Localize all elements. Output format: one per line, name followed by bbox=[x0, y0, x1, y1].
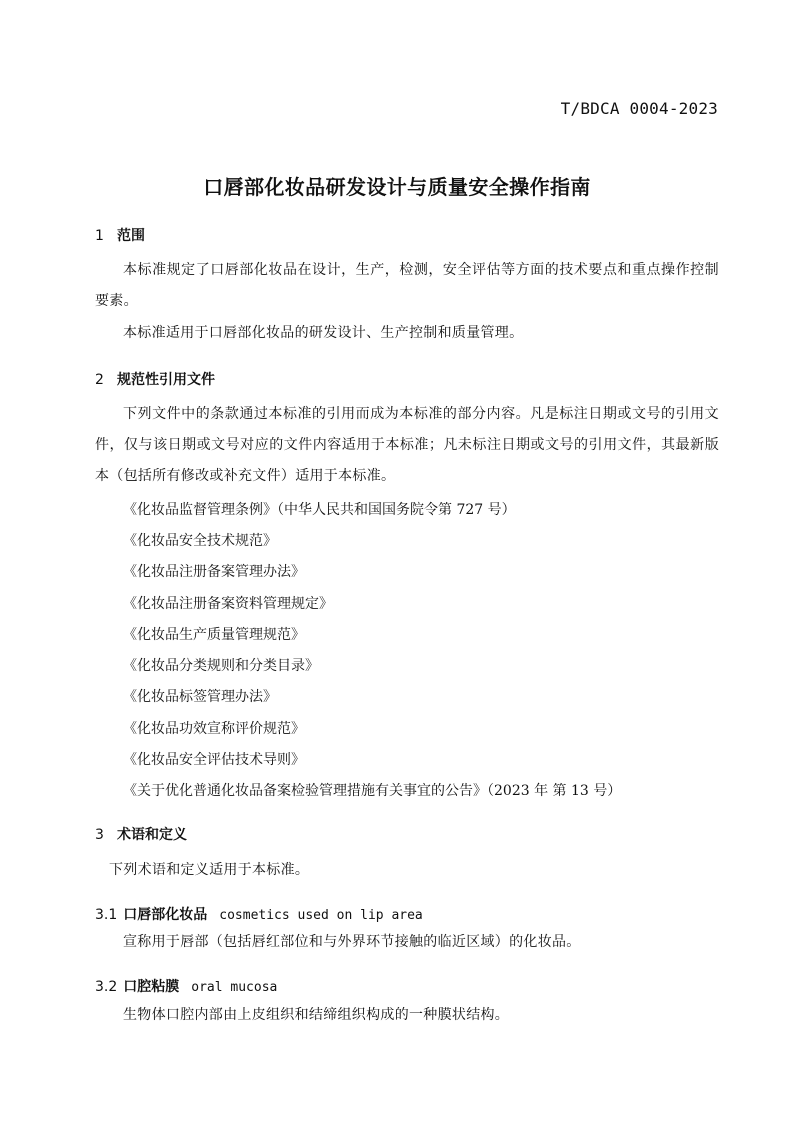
term-3-2-definition: 生物体口腔内部由上皮组织和结缔组织构成的一种膜状结构。 bbox=[123, 1007, 510, 1023]
reference-item: 《化妆品功效宣称评价规范》 bbox=[123, 721, 305, 737]
section-3-intro: 下列术语和定义适用于本标准。 bbox=[109, 862, 310, 878]
section-2-paragraph-1: 下列文件中的条款通过本标准的引用而成为本标准的部分内容。凡是标注日期或文号的引用文件，仅与该日期或文号对应的文件内容适用于本标准；凡未标注日期或文号的引用文件，其最新版本（包括所有修改或补充文件）适用于本标准。 bbox=[95, 406, 719, 484]
term-number: 3.2 bbox=[95, 979, 118, 995]
reference-item: 《化妆品监督管理条例》（中华人民共和国国务院令第 727 号） bbox=[123, 502, 516, 518]
section-number: 2 bbox=[95, 372, 104, 388]
reference-item: 《化妆品安全评估技术导则》 bbox=[123, 752, 305, 768]
term-number: 3.1 bbox=[95, 907, 118, 923]
section-2-heading bbox=[95, 369, 215, 389]
reference-item: 《化妆品标签管理办法》 bbox=[123, 689, 277, 705]
section-title: 术语和定义 bbox=[117, 827, 187, 843]
reference-item: 《化妆品注册备案管理办法》 bbox=[123, 564, 305, 580]
term-3-1-definition: 宣称用于唇部（包括唇红部位和与外界环节接触的临近区域）的化妆品。 bbox=[123, 934, 581, 950]
document-title: 口唇部化妆品研发设计与质量安全操作指南 bbox=[203, 175, 591, 199]
section-1-heading bbox=[95, 225, 145, 245]
reference-item: 《化妆品安全技术规范》 bbox=[123, 533, 277, 549]
term-chinese: 口唇部化妆品 bbox=[123, 907, 208, 923]
section-1-paragraph-1: 本标准规定了口唇部化妆品在设计，生产，检测，安全评估等方面的技术要点和重点操作控制要素。 bbox=[95, 262, 719, 309]
section-title: 范围 bbox=[117, 228, 145, 244]
term-3-1-heading bbox=[95, 904, 423, 924]
reference-item: 《化妆品注册备案资料管理规定》 bbox=[123, 596, 333, 612]
term-english: oral mucosa bbox=[191, 980, 278, 995]
section-title: 规范性引用文件 bbox=[117, 372, 215, 388]
term-chinese: 口腔粘膜 bbox=[123, 979, 180, 995]
section-number: 1 bbox=[95, 228, 104, 244]
term-english: cosmetics used on lip area bbox=[219, 908, 423, 923]
standard-code: T/BDCA 0004-2023 bbox=[560, 99, 718, 118]
section-number: 3 bbox=[95, 827, 104, 843]
reference-item: 《化妆品分类规则和分类目录》 bbox=[123, 658, 319, 674]
term-3-2-heading bbox=[95, 976, 277, 996]
reference-item: 《化妆品生产质量管理规范》 bbox=[123, 627, 305, 643]
reference-item: 《关于优化普通化妆品备案检验管理措施有关事宜的公告》（2023 年 第 13 号） bbox=[123, 783, 622, 799]
section-1-paragraph-2: 本标准适用于口唇部化妆品的研发设计、生产控制和质量管理。 bbox=[123, 325, 524, 341]
section-3-heading bbox=[95, 824, 187, 844]
